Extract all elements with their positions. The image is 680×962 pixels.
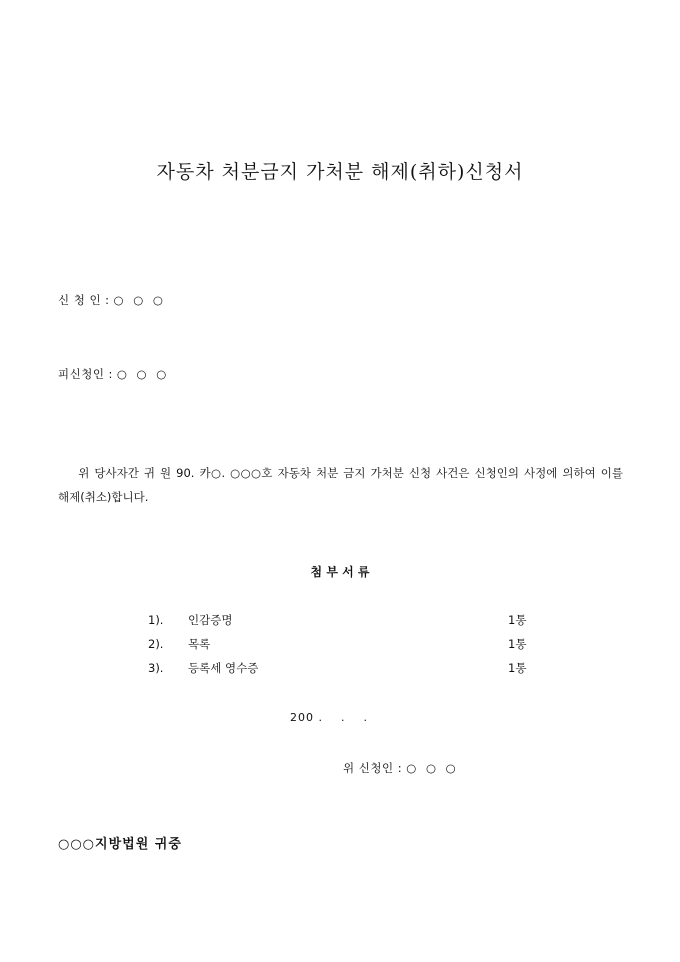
applicant-label: 신 청 인 (58, 293, 102, 307)
attachments-list (148, 610, 538, 682)
body-text: 위 당사자간 귀 원 90. 카○. ○○○호 자동차 처분 금지 가처분 신청 사건은 신청인의 사정에 의하여 이를 해제(취소)합니다. (58, 466, 623, 504)
list-item (148, 610, 538, 634)
respondent-separator: : (108, 367, 113, 381)
document-title: 자동차 처분금지 가처분 해제(취하)신청서 (156, 161, 524, 183)
attachment-number: 2). (148, 637, 164, 651)
signature-separator: : (397, 761, 403, 775)
filing-date: 200 . . . (290, 711, 368, 724)
attachment-name: 인감증명 (188, 613, 233, 627)
applicant-name: ○ ○ ○ (113, 293, 166, 307)
applicant-separator: : (105, 293, 110, 307)
applicant-line (58, 292, 166, 308)
attachment-number: 3). (148, 661, 164, 675)
signature-name: ○ ○ ○ (406, 761, 459, 775)
attachments-heading: 첨 부 서 류 (310, 565, 370, 579)
attachment-quantity: 1통 (508, 637, 527, 651)
body-paragraph (58, 461, 623, 509)
attachment-quantity: 1통 (508, 613, 527, 627)
list-item (148, 634, 538, 658)
court-addressee: ○○○지방법원 귀중 (58, 837, 182, 852)
list-item (148, 658, 538, 682)
signature-line (343, 760, 459, 776)
respondent-label: 피신청인 (58, 367, 105, 381)
signature-label: 위 신청인 (343, 761, 394, 775)
respondent-name: ○ ○ ○ (116, 367, 170, 381)
attachment-name: 목록 (188, 637, 211, 651)
respondent-line (58, 366, 169, 382)
attachment-name: 등록세 영수증 (188, 661, 259, 675)
attachment-quantity: 1통 (508, 661, 527, 675)
attachment-number: 1). (148, 613, 164, 627)
